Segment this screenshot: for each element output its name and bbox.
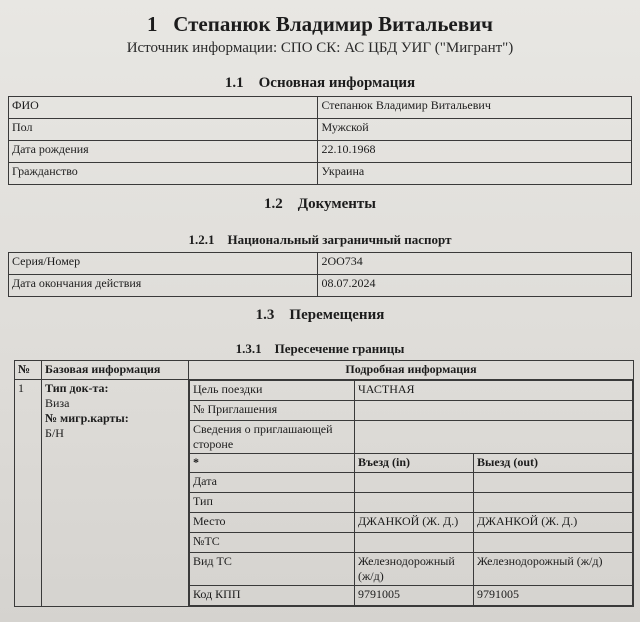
heading-number: 1.2.1 <box>188 232 215 247</box>
heading-text: Национальный заграничный паспорт <box>227 232 452 247</box>
heading-text: Документы <box>297 196 376 212</box>
detail-in: ДЖАНКОЙ (Ж. Д.) <box>355 513 474 533</box>
heading-movements <box>0 307 640 324</box>
row-value: 2ОО734 <box>318 253 632 275</box>
table-row <box>9 275 632 297</box>
detail-out <box>474 473 633 493</box>
table-row <box>9 119 632 141</box>
heading-border-crossing <box>0 341 640 357</box>
detail-in <box>355 493 474 513</box>
detail-out <box>474 533 633 553</box>
table-row <box>190 381 633 401</box>
detail-out: 9791005 <box>474 586 633 606</box>
crossing-row <box>15 380 634 607</box>
table-row <box>9 253 632 275</box>
heading-documents <box>0 196 640 213</box>
detail-label: № Приглашения <box>190 401 355 421</box>
source-line: Источник информации: СПО СК: АС ЦБД УИГ ("Мигрант") <box>126 40 514 56</box>
card-value: Б/Н <box>45 426 64 440</box>
detail-info-cell <box>189 380 634 607</box>
heading-number: 1.3 <box>255 307 275 323</box>
heading-text: Пересечение границы <box>274 341 405 356</box>
row-value: 08.07.2024 <box>318 275 632 297</box>
title-text: Степанюк Владимир Витальевич <box>173 12 494 36</box>
table-row <box>190 533 633 553</box>
detail-label: Код КПП <box>190 586 355 606</box>
table-row <box>190 473 633 493</box>
table-row <box>9 97 632 119</box>
table-row <box>190 586 633 606</box>
table-row <box>9 141 632 163</box>
row-label: Дата окончания действия <box>9 275 318 297</box>
page-title <box>0 12 640 37</box>
heading-number: 1.3.1 <box>235 341 262 356</box>
heading-number: 1.2 <box>264 196 283 212</box>
detail-col-in: Въезд (in) <box>355 454 474 473</box>
detail-out <box>474 493 633 513</box>
row-value: Украина <box>318 163 632 185</box>
detail-label: Место <box>190 513 355 533</box>
row-number: 1 <box>15 380 42 607</box>
heading-passport <box>0 232 640 248</box>
table-row <box>190 454 633 473</box>
col-header-basic: Базовая информация <box>42 361 189 380</box>
row-value: Степанюк Владимир Витальевич <box>318 97 632 119</box>
row-value: 22.10.1968 <box>318 141 632 163</box>
detail-label: Вид ТС <box>190 553 355 586</box>
heading-main-info <box>0 75 640 92</box>
heading-text: Основная информация <box>258 75 416 91</box>
table-row <box>190 421 633 454</box>
detail-col-star: * <box>190 454 355 473</box>
crossing-table <box>14 360 634 607</box>
detail-value <box>355 421 633 454</box>
heading-number: 1.1 <box>224 75 244 91</box>
detail-label: Дата <box>190 473 355 493</box>
detail-out: Железнодорожный (ж/д) <box>474 553 633 586</box>
table-row <box>190 513 633 533</box>
table-row <box>9 163 632 185</box>
table-row <box>190 401 633 421</box>
row-label: Серия/Номер <box>9 253 318 275</box>
table-row <box>190 493 633 513</box>
card-label: № мигр.карты: <box>45 411 129 425</box>
row-label: Гражданство <box>9 163 318 185</box>
detail-out: ДЖАНКОЙ (Ж. Д.) <box>474 513 633 533</box>
row-label: Пол <box>9 119 318 141</box>
doc-type-value: Виза <box>45 396 70 410</box>
main-info-table <box>8 96 632 185</box>
row-label: ФИО <box>9 97 318 119</box>
col-header-num: № <box>15 361 42 380</box>
row-value: Мужской <box>318 119 632 141</box>
heading-text: Перемещения <box>289 307 385 323</box>
detail-in: 9791005 <box>355 586 474 606</box>
detail-in <box>355 473 474 493</box>
detail-table <box>189 380 633 606</box>
crossing-header-row <box>15 361 634 380</box>
title-number: 1 <box>146 12 158 36</box>
col-header-detail: Подробная информация <box>189 361 634 380</box>
detail-label: Тип <box>190 493 355 513</box>
table-row <box>190 553 633 586</box>
doc-type-label: Тип док-та: <box>45 381 109 395</box>
passport-table <box>8 252 632 297</box>
detail-in <box>355 533 474 553</box>
detail-col-out: Выезд (out) <box>474 454 633 473</box>
detail-label: №ТС <box>190 533 355 553</box>
row-label: Дата рождения <box>9 141 318 163</box>
basic-info-cell <box>42 380 189 607</box>
detail-label: Цель поездки <box>190 381 355 401</box>
detail-in: Железнодорожный (ж/д) <box>355 553 474 586</box>
detail-value: ЧАСТНАЯ <box>355 381 633 401</box>
detail-label: Сведения о приглашающей стороне <box>190 421 355 454</box>
detail-value <box>355 401 633 421</box>
